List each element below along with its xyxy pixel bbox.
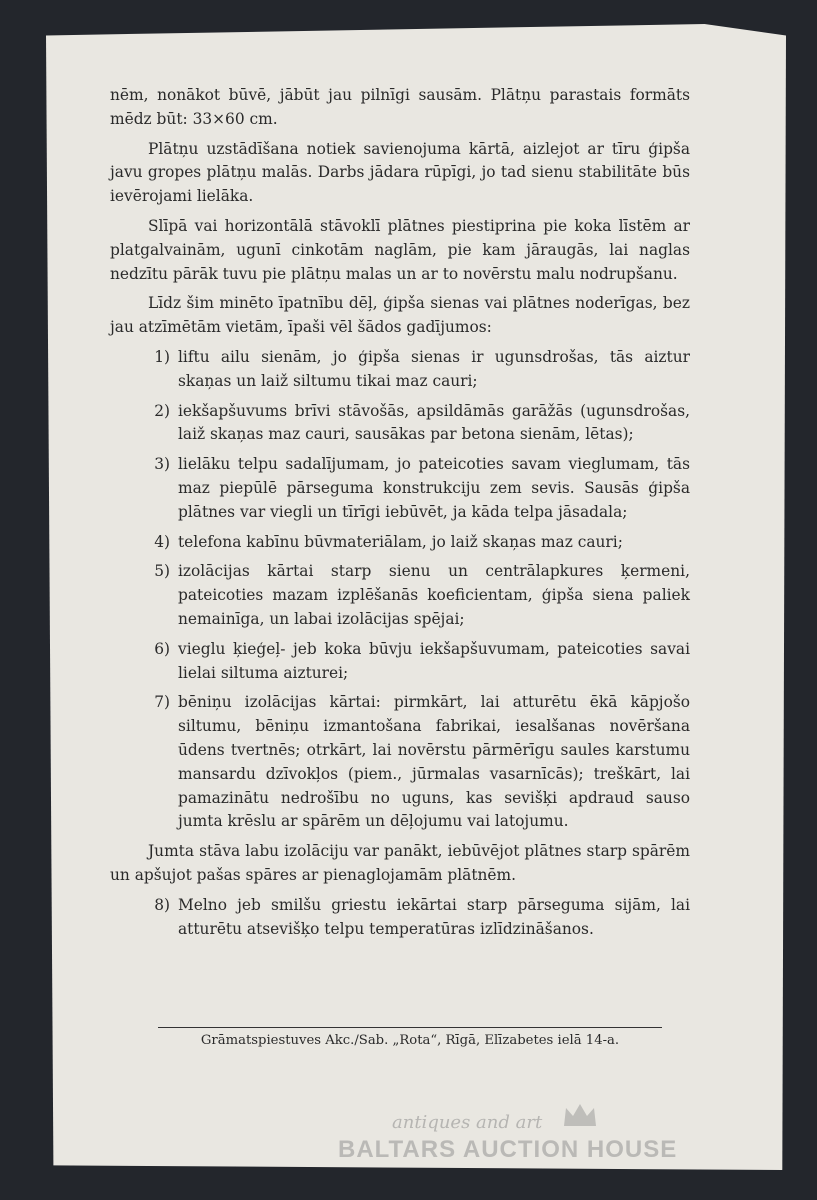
list-item xyxy=(110,346,690,394)
list-item-text: Melno jeb smilšu griestu iekārtai starp pārseguma sijām, lai atturētu atsevišķo telpu temperatūras izlīdzināšanos. xyxy=(178,895,690,938)
list-item-number: 1) xyxy=(154,347,170,366)
list-item-text: telefona kabīnu būvmateriālam, jo laiž skaņas maz cauri; xyxy=(178,532,623,551)
list-item xyxy=(110,400,690,448)
list-item xyxy=(110,691,690,834)
document-text xyxy=(110,84,690,947)
list-item-number: 6) xyxy=(154,639,170,658)
list-item-number: 7) xyxy=(154,693,170,712)
list-item-text: iekšapšuvums brīvi stāvošās, apsildāmās garāžās (ugunsdrošas, laiž skaņas maz cauri, sausākas par betona sienām, lētas); xyxy=(178,401,690,444)
footer-rule xyxy=(158,1027,662,1028)
list-item-number: 3) xyxy=(154,455,170,474)
list-item xyxy=(110,638,690,686)
list-item-text: izolācijas kārtai starp sienu un centrālapkures ķermeni, pateicoties mazam izplēšanās koeficientam, ģipša siena paliek nemainīga, un labai izolācijas spējai; xyxy=(178,562,690,628)
paragraph-uses-intro: Līdz šim minēto īpatnību dēļ, ģipša sienas vai plātnes noderīgas, bez jau atzīmētām vietām, īpaši vēl šādos gadījumos: xyxy=(110,294,690,337)
list-item xyxy=(110,531,690,555)
paragraph-roof-insulation: Jumta stāva labu izolāciju var panākt, iebūvējot plātnes starp spārēm un apšujot pašas spāres ar pienaglojamām plātnēm. xyxy=(110,842,690,884)
watermark-tagline: antiques and art xyxy=(392,1112,543,1133)
crown-icon xyxy=(560,1100,600,1130)
list-item-text: bēniņu izolācijas kārtai: pirmkārt, lai atturētu ēkā kāpjošo siltumu, bēniņu izmantošana fabrikai, iesalšanas novēršana ūdens tvertnēs; otrkārt, lai novērstu pārmērīgu saules karstumu mansardu dzīvokļos (piem., jūrmalas vasarnīcās); treškārt, lai pamazinātu nedrošību no uguns, kas sevišķi apdraud sauso jumta krēslu ar spārēm un dēļojumu vai latojumu. xyxy=(178,693,690,831)
paragraph-installation: Plātņu uzstādīšana notiek savienojuma kārtā, aizlejot ar tīru ģipša javu gropes plātņu malās. Darbs jādara rūpīgi, jo tad sienu stabilitāte būs ievērojami lielāka. xyxy=(110,139,690,206)
list-item-text: liftu ailu sienām, jo ģipša sienas ir ugunsdrošas, tās aiztur skaņas un laiž siltumu tikai maz cauri; xyxy=(178,347,690,390)
list-item xyxy=(110,453,690,524)
printer-imprint: Grāmatspiestuves Akc./Sab. „Rota“, Rīgā, Elīzabetes ielā 14-a. xyxy=(200,1033,620,1048)
list-item-number: 8) xyxy=(154,895,170,914)
paragraph-fixing: Slīpā vai horizontālā stāvoklī plātnes piestiprina pie koka līstēm ar platgalvainām, ugunī cinkotām naglām, pie kam jāraugās, lai naglas nedzītu pārāk tuvu pie plātņu malas un ar to novērstu malu nodrupšanu. xyxy=(110,216,690,283)
watermark-logo: BALTARS AUCTION HOUSE xyxy=(338,1136,678,1163)
list-item-number: 2) xyxy=(154,401,170,420)
list-item xyxy=(110,560,690,631)
list-item-number: 5) xyxy=(154,562,170,581)
paragraph-continuation: nēm, nonākot būvē, jābūt jau pilnīgi sausām. Plātņu parastais formāts mēdz būt: 33×60 cm. xyxy=(110,86,690,128)
list-item-text: vieglu ķieģeļ- jeb koka būvju iekšapšuvumam, pateicoties savai lielai siltuma aiztureі; xyxy=(178,639,690,682)
list-item-text: lielāku telpu sadalījumam, jo pateicoties savam vieglumam, tās maz piepūlē pārseguma konstrukciju zem sevis. Sausās ģipša plātnes var viegli un tīrīgi iebūvēt, ja kāda telpa jāsadala; xyxy=(178,455,690,521)
list-item-number: 4) xyxy=(154,532,170,551)
list-item xyxy=(110,894,690,942)
